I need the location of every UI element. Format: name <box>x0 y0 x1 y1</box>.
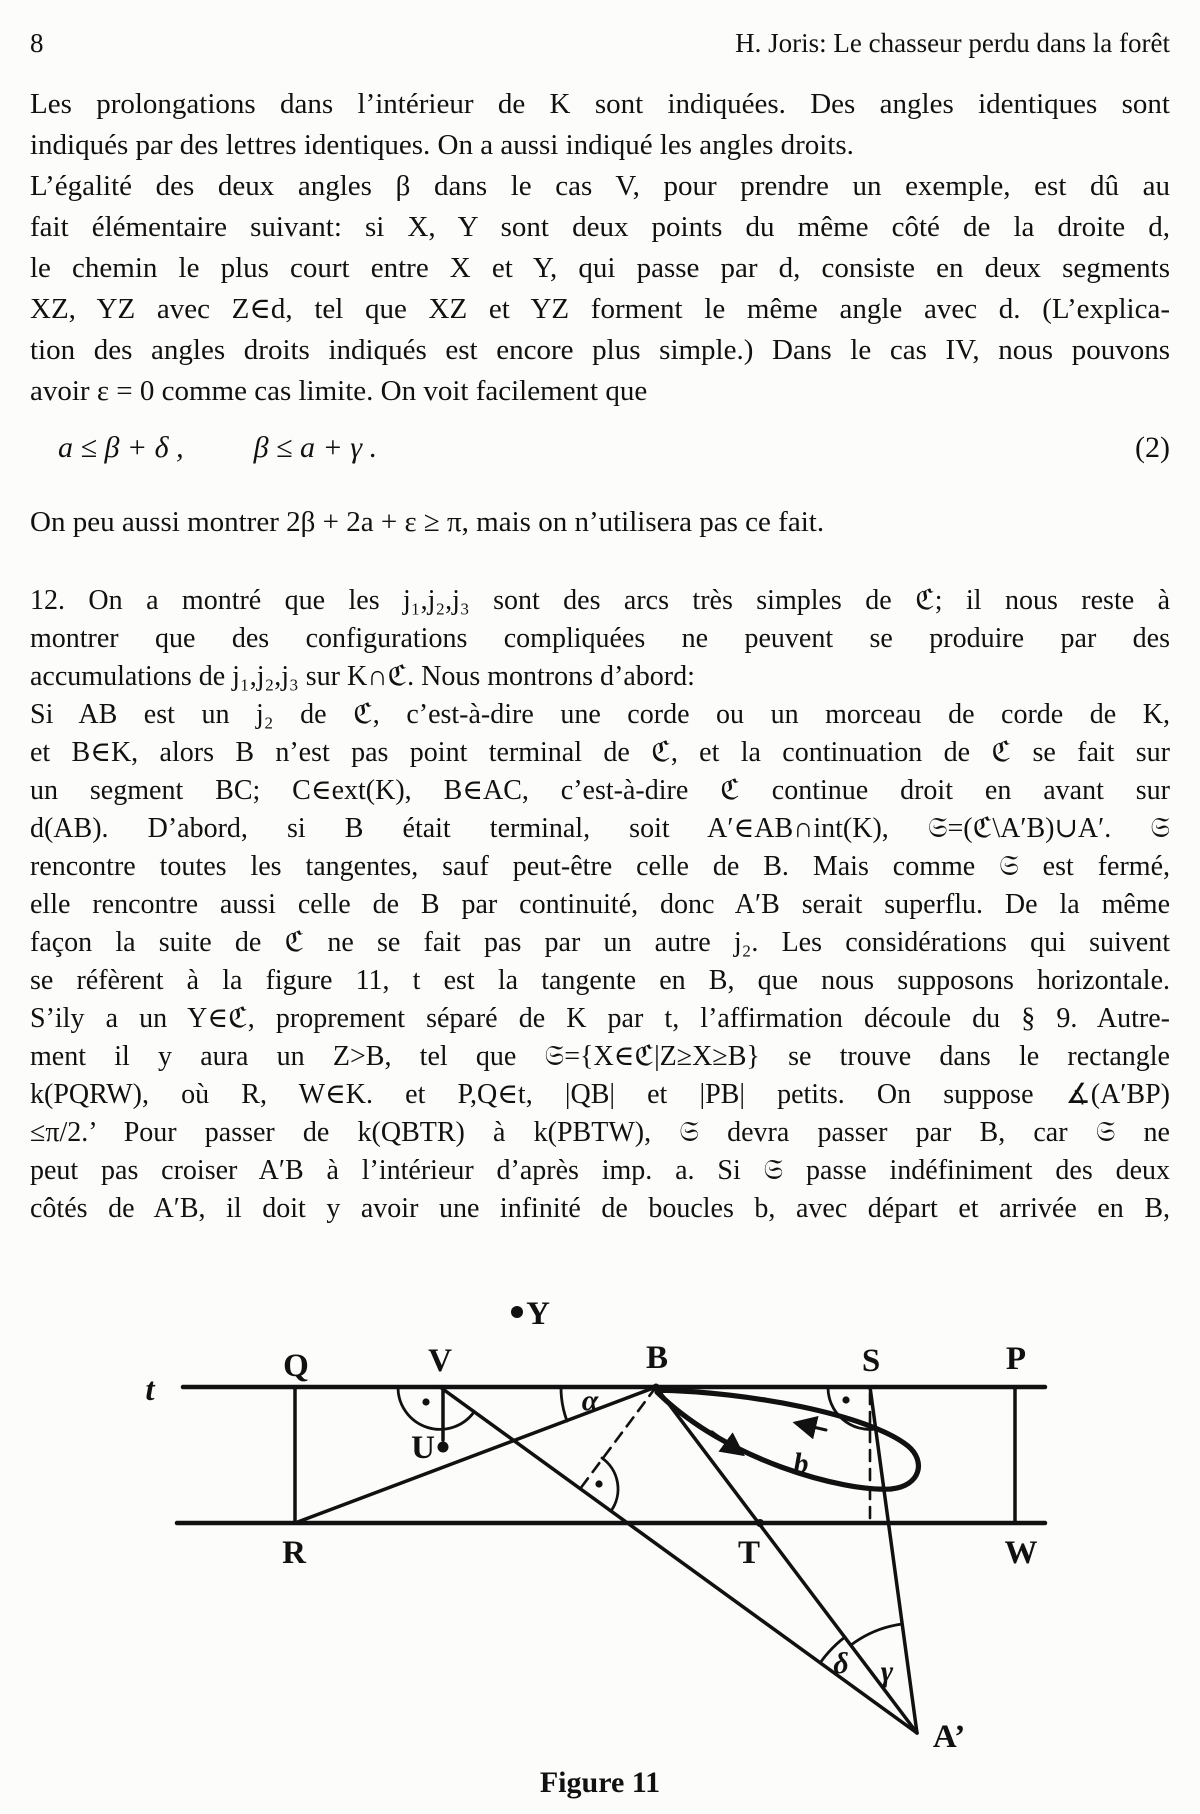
right-angle-dot-foot <box>595 1480 602 1487</box>
label-A-prime: A’ <box>932 1719 966 1755</box>
point-Y-dot <box>511 1306 523 1318</box>
label-b: b <box>793 1447 809 1480</box>
text-line: k(PQRW), où R, W∈K. et P,Q∈t, |QB| et |PB| petits. On suppose ∡(A′BP) <box>30 1079 1170 1110</box>
label-U: U <box>411 1430 435 1466</box>
paragraph-block-1 <box>30 84 1170 412</box>
text-line: montrer que des configurations compliquées ne peuvent se produire par des <box>30 623 1170 654</box>
paragraph-block-3 <box>30 582 1170 1228</box>
segment-V-Aprime <box>440 1387 917 1733</box>
text-line: S’ily a un Y∈ℭ, proprement séparé de K par t, l’affirmation découle du § 9. Autre- <box>30 1003 1170 1034</box>
figure-11-diagram <box>120 1290 1070 1760</box>
paragraph-block-2 <box>30 502 1170 542</box>
text-line: fait élémentaire suivant: si X, Y sont deux points du même côté de la droite d, <box>30 211 1170 243</box>
label-V: V <box>428 1343 452 1379</box>
text-line: rencontre toutes les tangentes, sauf peut-être celle de B. Mais comme 𝔖 est fermé, <box>30 851 1170 882</box>
display-equation <box>30 426 1170 470</box>
point-U-dot <box>438 1442 449 1453</box>
text-line: ≤π/2.’ Pour passer de k(QBTR) à k(PBTW), 𝔖 devra passer par B, car 𝔖 ne <box>30 1117 1170 1148</box>
text-line: On peu aussi montrer 2β + 2a + ε ≥ π, mais on n’utilisera pas ce fait. <box>30 506 825 538</box>
text-line: et B∈K, alors B n’est pas point terminal de ℭ, et la continuation de ℭ se fait sur <box>30 737 1170 768</box>
text-line: côtés de A′B, il doit y avoir une infinité de boucles b, avec départ et arrivée en B, <box>30 1193 1170 1224</box>
text-line: ment il y aura un Z>B, tel que 𝔖={X∈ℭ|Z≥X≥B} se trouve dans le rectangle <box>30 1041 1170 1072</box>
equation-number: (2) <box>1135 431 1170 464</box>
right-angle-dot-S <box>842 1396 849 1403</box>
label-alpha: α <box>581 1384 599 1417</box>
angle-arc-alpha <box>561 1387 567 1421</box>
label-Y: Y <box>526 1296 550 1332</box>
text-line: XZ, YZ avec Z∈d, tel que XZ et YZ forment le même angle avec d. (L’explica- <box>30 293 1170 325</box>
text-line: avoir ε = 0 comme cas limite. On voit facilement que <box>30 375 648 407</box>
right-angle-arc-V <box>398 1387 474 1429</box>
text-line: se réfèrent à la figure 11, t est la tangente en B, que nous supposons horizontale. <box>30 965 1170 996</box>
figure-11 <box>120 1290 1070 1760</box>
figure-caption: Figure 11 <box>539 1766 661 1799</box>
label-B: B <box>645 1340 669 1376</box>
label-S: S <box>861 1343 881 1379</box>
text-line: Si AB est un j₂ de ℭ, c’est-à-dire une corde ou un morceau de corde de K, <box>30 699 1170 730</box>
equation-right: β ≤ a + γ . <box>253 431 378 464</box>
text-line: 12. On a montré que les j₁,j₂,j₃ sont des arcs très simples de ℭ; il nous reste à <box>30 585 1170 616</box>
label-W: W <box>1004 1535 1038 1571</box>
page-number: 8 <box>30 28 44 58</box>
angle-arc-gamma <box>851 1624 902 1645</box>
right-angle-dot-V <box>422 1398 429 1405</box>
text-line: façon la suite de ℭ ne se fait pas par un autre j₂. Les considérations qui suivent <box>30 927 1170 958</box>
label-delta: δ <box>833 1647 849 1680</box>
equation-left: a ≤ β + δ , <box>58 431 184 464</box>
label-T: T <box>737 1535 761 1571</box>
text-line: indiqués par des lettres identiques. On a aussi indiqué les angles droits. <box>30 129 854 161</box>
text-line: peut pas croiser A′B à l’intérieur d’après imp. a. Si 𝔖 passe indéfiniment des deux <box>30 1155 1170 1186</box>
text-line: accumulations de j₁,j₂,j₃ sur K∩ℭ. Nous montrons d’abord: <box>30 661 695 692</box>
text-line: elle rencontre aussi celle de B par continuité, donc A′B serait superflu. De la même <box>30 889 1170 920</box>
text-line: un segment BC; C∈ext(K), B∈AC, c’est-à-dire ℭ continue droit en avant sur <box>30 775 1170 806</box>
loop-arrow-lower <box>712 1432 742 1454</box>
text-line: d(AB). D’abord, si B était terminal, soit A′∈AB∩int(K), 𝔖=(ℭ\A′B)∪A′. 𝔖 <box>30 813 1170 844</box>
point-B-dot <box>653 1384 660 1391</box>
label-R: R <box>282 1535 306 1571</box>
text-line: L’égalité des deux angles β dans le cas V, pour prendre un exemple, est dû au <box>30 170 1170 202</box>
label-P: P <box>1005 1341 1027 1377</box>
loop-arrow-upper <box>796 1423 826 1430</box>
text-line: Les prolongations dans l’intérieur de K sont indiquées. Des angles identiques sont <box>30 88 1170 120</box>
label-t: t <box>145 1372 155 1408</box>
running-title: H. Joris: Le chasseur perdu dans la forêt <box>735 28 1170 58</box>
label-gamma: γ <box>880 1655 894 1688</box>
text-line: le chemin le plus court entre X et Y, qui passe par d, consiste en deux segments <box>30 252 1170 284</box>
label-Q: Q <box>283 1348 309 1384</box>
right-angle-arc-foot <box>602 1458 618 1511</box>
point-T-dot <box>756 1519 764 1527</box>
text-line: tion des angles droits indiqués est encore plus simple.) Dans le cas IV, nous pouvons <box>30 334 1170 366</box>
running-header <box>30 28 1170 59</box>
